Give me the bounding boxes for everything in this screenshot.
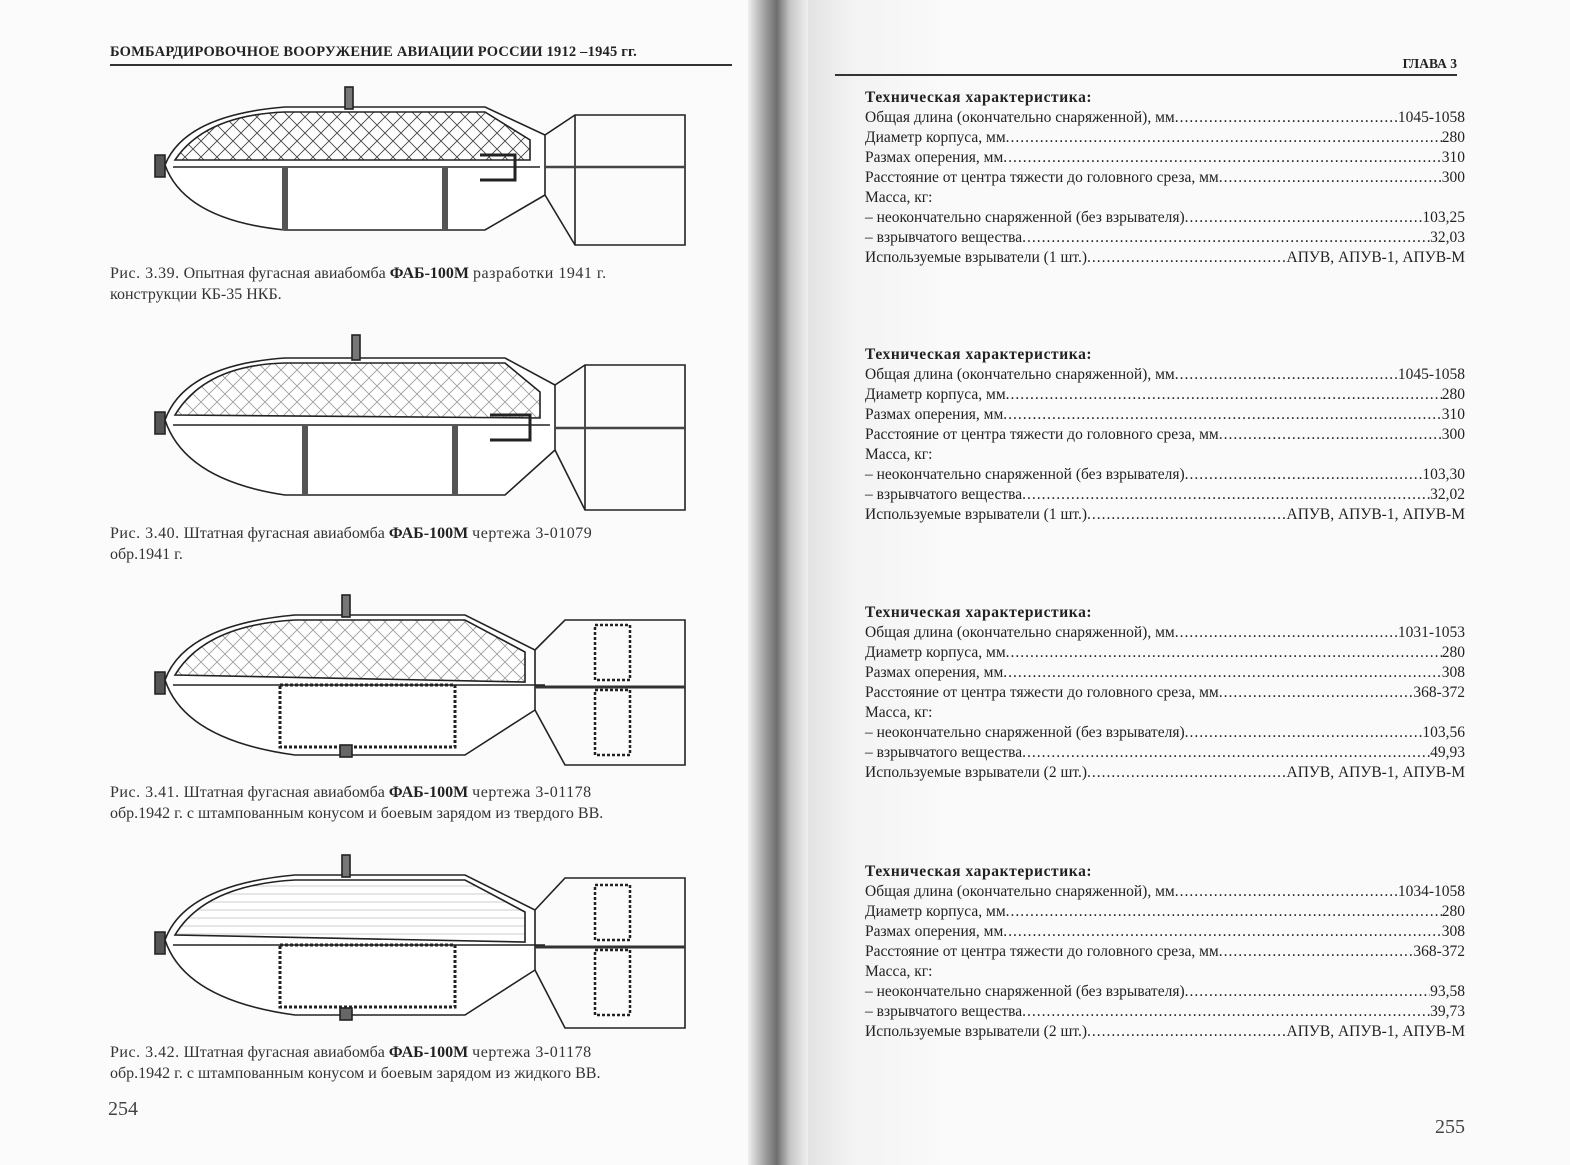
caption-line2: обр.1942 г. с штампованным конусом и боевым зарядом из жидкого ВВ. (110, 1065, 601, 1082)
spec-row-mass-full: – неокончательно снаряженной (без взрывателя) ..... 103,30 (865, 465, 1465, 485)
caption-text: Опытная фугасная авиабомба (183, 265, 386, 282)
caption-line2: обр.1941 г. (110, 546, 183, 563)
caption-line2: обр.1942 г. с штампованным конусом и боевым зарядом из твердого ВВ. (110, 805, 604, 822)
spec-row-diameter: Диаметр корпуса, мм ..... 280 (865, 902, 1465, 922)
spec-row-diameter: Диаметр корпуса, мм ..... 280 (865, 128, 1465, 148)
header-rule (110, 64, 732, 66)
caption-number: Рис. 3.41. (110, 784, 180, 801)
caption-text: Штатная фугасная авиабомба (183, 1044, 385, 1061)
spec-row-mass-full: – неокончательно снаряженной (без взрывателя) ..... 103,56 (865, 723, 1465, 743)
spec-row-fuzes: Используемые взрыватели (1 шт.) ..... АПУВ, АПУВ-1, АПУВ-М (865, 248, 1465, 268)
caption-tail: разработки 1941 г. (473, 265, 607, 282)
spec-row-cg: Расстояние от центра тяжести до головного среза, мм ..... 368-372 (865, 942, 1465, 962)
caption-number: Рис. 3.40. (110, 525, 180, 542)
caption-bomb-name: ФАБ-100М (388, 1044, 469, 1061)
spec-row-span: Размах оперения, мм ..... 310 (865, 405, 1465, 425)
spec-row-fuzes: Используемые взрыватели (2 шт.) ..... АПУВ, АПУВ-1, АПУВ-М (865, 1022, 1465, 1042)
spec-mass-label: Масса, кг: (865, 189, 933, 206)
spec-row-length: Общая длина (окончательно снаряженной), мм ..... 1031-1053 (865, 623, 1465, 643)
spec-block-3 (865, 603, 1465, 783)
spec-row-span: Размах оперения, мм ..... 308 (865, 922, 1465, 942)
spec-row-length: Общая длина (окончательно снаряженной), мм ..... 1045-1058 (865, 365, 1465, 385)
spec-row-span: Размах оперения, мм ..... 308 (865, 663, 1465, 683)
caption-bomb-name: ФАБ-100М (389, 265, 470, 282)
bomb-drawing-fig-3-41 (145, 590, 705, 775)
bomb-drawing-fig-3-42 (145, 850, 705, 1035)
spec-row-fuzes: Используемые взрыватели (2 шт.) ..... АПУВ, АПУВ-1, АПУВ-М (865, 763, 1465, 783)
running-head-right: ГЛАВА 3 (1402, 56, 1457, 71)
spec-row-span: Размах оперения, мм ..... 310 (865, 148, 1465, 168)
caption-number: Рис. 3.39. (110, 265, 180, 282)
figure-caption-3-41 (110, 782, 735, 824)
left-page (0, 0, 760, 1165)
figure-caption-3-39 (110, 263, 735, 305)
book-gutter-shadow (748, 0, 808, 1165)
caption-text: Штатная фугасная авиабомба (183, 784, 385, 801)
spec-block-2 (865, 345, 1465, 525)
caption-bomb-name: ФАБ-100М (388, 784, 469, 801)
bomb-body (155, 87, 685, 245)
spec-mass-label: Масса, кг: (865, 446, 933, 463)
caption-bomb-name: ФАБ-100М (388, 525, 469, 542)
caption-number: Рис. 3.42. (110, 1044, 180, 1061)
spec-title: Техническая характеристика: (865, 89, 1093, 106)
spec-row-cg: Расстояние от центра тяжести до головного среза, мм ..... 300 (865, 168, 1465, 188)
spec-row-diameter: Диаметр корпуса, мм ..... 280 (865, 385, 1465, 405)
spec-row-mass-explosive: – взрывчатого вещества ..... 49,93 (865, 743, 1465, 763)
page-number-right: 255 (1435, 1116, 1465, 1138)
spec-row-length: Общая длина (окончательно снаряженной), мм ..... 1034-1058 (865, 882, 1465, 902)
spec-title: Техническая характеристика: (865, 346, 1093, 363)
spec-row-diameter: Диаметр корпуса, мм ..... 280 (865, 643, 1465, 663)
spec-row-mass-explosive: – взрывчатого вещества ..... 39,73 (865, 1002, 1465, 1022)
spec-row-cg: Расстояние от центра тяжести до головного среза, мм ..... 368-372 (865, 683, 1465, 703)
page-number-left: 254 (108, 1098, 138, 1120)
running-head-left: БОМБАРДИРОВОЧНОЕ ВООРУЖЕНИЕ АВИАЦИИ РОССИИ 1912 –1945 гг. (110, 44, 638, 60)
spec-mass-label: Масса, кг: (865, 963, 933, 980)
spec-mass-label: Масса, кг: (865, 704, 933, 721)
spec-title: Техническая характеристика: (865, 863, 1093, 880)
spec-row-mass-full: – неокончательно снаряженной (без взрывателя) ..... 103,25 (865, 208, 1465, 228)
caption-tail: чертежа 3-01178 (472, 784, 592, 801)
spec-row-mass-explosive: – взрывчатого вещества ..... 32,02 (865, 485, 1465, 505)
spec-block-4 (865, 862, 1465, 1042)
caption-line2: конструкции КБ-35 НКБ. (110, 286, 282, 303)
header-rule (835, 74, 1457, 76)
bomb-drawing-fig-3-39 (145, 85, 705, 255)
spec-block-1 (865, 88, 1465, 268)
figure-caption-3-42 (110, 1042, 735, 1084)
caption-tail: чертежа 3-01079 (472, 525, 593, 542)
caption-tail: чертежа 3-01178 (472, 1044, 592, 1061)
spec-row-mass-explosive: – взрывчатого вещества ..... 32,03 (865, 228, 1465, 248)
right-page (790, 0, 1570, 1165)
spec-row-cg: Расстояние от центра тяжести до головного среза, мм ..... 300 (865, 425, 1465, 445)
spec-title: Техническая характеристика: (865, 604, 1093, 621)
caption-text: Штатная фугасная авиабомба (183, 525, 385, 542)
spec-row-length: Общая длина (окончательно снаряженной), мм ..... 1045-1058 (865, 108, 1465, 128)
spec-row-fuzes: Используемые взрыватели (1 шт.) ..... АПУВ, АПУВ-1, АПУВ-М (865, 505, 1465, 525)
figure-caption-3-40 (110, 523, 735, 565)
spec-row-mass-full: – неокончательно снаряженной (без взрывателя) ..... 93,58 (865, 982, 1465, 1002)
bomb-drawing-fig-3-40 (145, 330, 705, 515)
